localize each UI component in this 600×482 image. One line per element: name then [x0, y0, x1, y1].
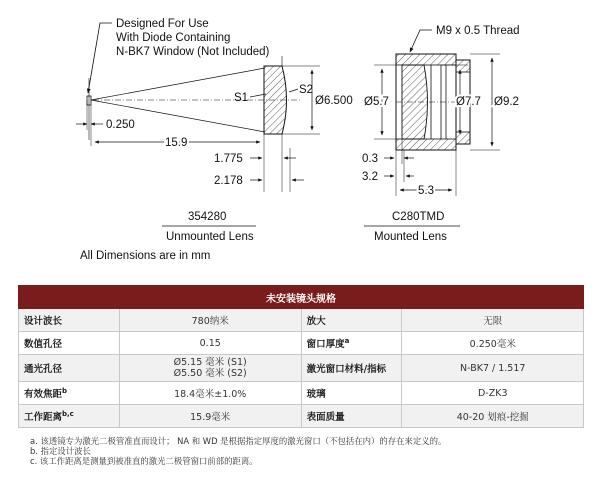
caption-mounted: Mounted Lens [374, 231, 447, 243]
spec-value: 0.250毫米 [402, 332, 584, 355]
spec-value-line: Ø5.15 毫米 (S1) [173, 357, 247, 368]
s1-label: S1 [234, 92, 249, 104]
spec-key-text: 工作距离 [24, 412, 63, 423]
callout-line-2: With Diode Containing [116, 32, 231, 44]
footnote-ref: b,c [62, 409, 74, 418]
spec-key: 放大 [301, 309, 402, 332]
callout-leader [88, 23, 112, 93]
spec-key-text: 有效焦距 [24, 389, 63, 400]
callout-line-3: N-BK7 Window (Not Included) [116, 46, 270, 58]
dim-77: Ø7.7 [456, 96, 481, 108]
table-row [19, 382, 584, 405]
caption-unmounted: Unmounted Lens [166, 231, 254, 243]
mounted-lens-view [362, 25, 520, 243]
spec-key: 表面质量 [301, 405, 402, 428]
spec-key: 激光窗口材料/指标 [301, 355, 402, 382]
footnotes [30, 436, 590, 466]
dim-03: 0.3 [362, 153, 378, 165]
spec-key-text: 窗口厚度 [306, 339, 345, 350]
units-note: All Dimensions are in mm [80, 250, 211, 262]
lens-body [264, 66, 287, 134]
footnote-a: a. 该透镜专为激光二极管准直而设计； NA 和 WD 是根据指定厚度的激光窗口（不包括在内）的存在来定义的。 [30, 436, 447, 446]
footnote-ref: a [344, 336, 350, 345]
spec-value: 780纳米 [119, 309, 301, 332]
table-row [19, 309, 584, 332]
spec-key: 玻璃 [301, 382, 402, 405]
spec-table [18, 285, 584, 428]
spec-key: 通光孔径 [19, 355, 120, 382]
spec-value-line: Ø5.50 毫米 (S2) [173, 368, 247, 379]
spec-key: 数值孔径 [19, 332, 120, 355]
spec-key: 设计波长 [19, 309, 120, 332]
s2-label: S2 [299, 84, 314, 96]
table-row [19, 332, 584, 355]
dim-1775: 1.775 [214, 153, 243, 165]
dim-57: Ø5.7 [364, 96, 389, 108]
spec-key [301, 332, 402, 355]
spec-value [119, 355, 301, 382]
spec-table-title: 未安装镜头规格 [19, 286, 584, 309]
footnote-c: c. 该工作距离是测量到被准直的激光二极管窗口前部的距离。 [30, 456, 258, 466]
part-unmounted: 354280 [188, 211, 227, 223]
table-row [19, 405, 584, 428]
footnote-b: b. 指定设计波长 [30, 446, 91, 456]
footnote-ref: b [62, 386, 68, 395]
dim-6500: Ø6.500 [315, 95, 353, 107]
table-row [19, 355, 584, 382]
spec-value: 18.4毫米±1.0% [119, 382, 301, 405]
callout-line-1: Designed For Use [116, 18, 209, 30]
dim-0250: 0.250 [106, 119, 135, 131]
spec-value: 无限 [402, 309, 584, 332]
dim-53: 5.3 [418, 185, 434, 197]
spec-value: 15.9毫米 [119, 405, 301, 428]
dim-32: 3.2 [362, 171, 378, 183]
spec-value: 0.15 [119, 332, 301, 355]
spec-value: D-ZK3 [402, 382, 584, 405]
dim-159: 15.9 [165, 137, 188, 149]
spec-value: N-BK7 / 1.517 [402, 355, 584, 382]
spec-key [19, 405, 120, 428]
dim-2178: 2.178 [214, 175, 243, 187]
part-mounted: C280TMD [392, 211, 445, 223]
thread-label: M9 x 0.5 Thread [436, 25, 520, 37]
spec-key [19, 382, 120, 405]
unmounted-lens-view [76, 18, 353, 243]
spec-value: 40-20 划痕-挖掘 [402, 405, 584, 428]
dim-92: Ø9.2 [494, 96, 519, 108]
